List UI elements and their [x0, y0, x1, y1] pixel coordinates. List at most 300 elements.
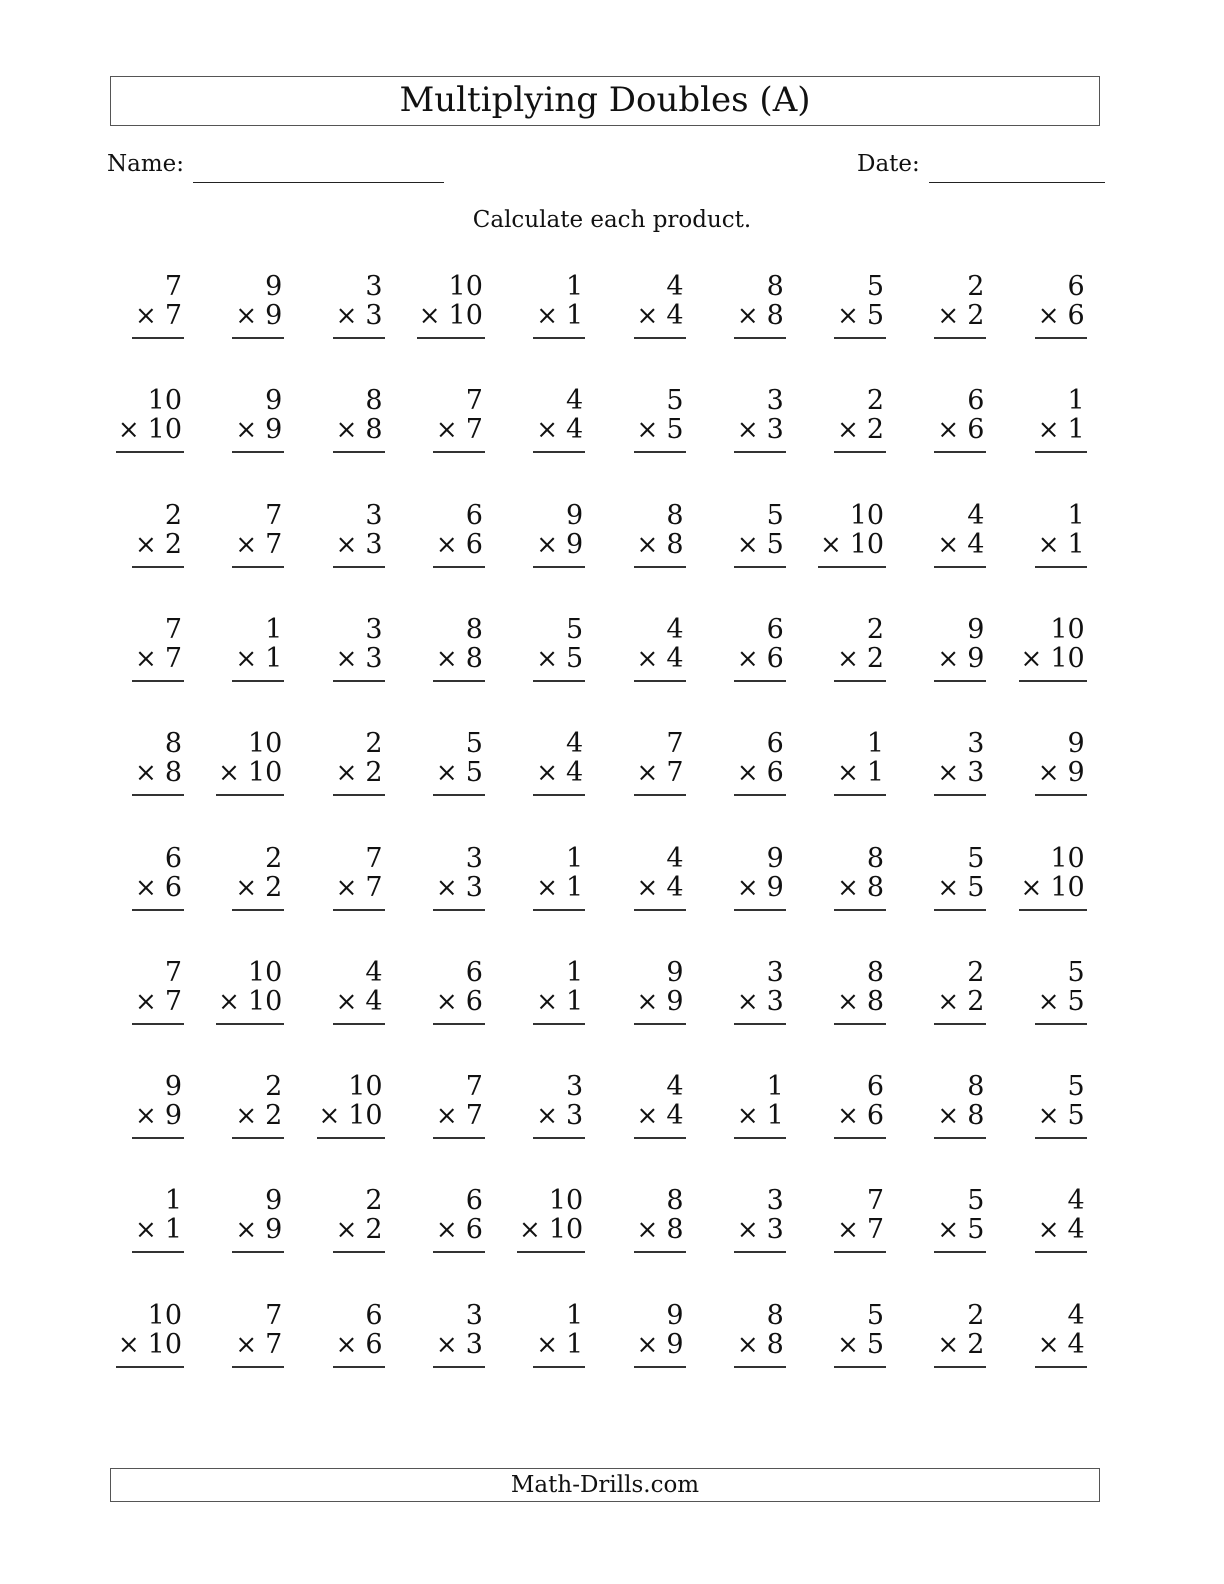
answer-line[interactable] [132, 909, 184, 911]
times-icon: × [435, 529, 458, 560]
multiplicand: 9 [265, 271, 283, 302]
multiplier [336, 987, 383, 1017]
multiplier-value: 8 [766, 1328, 784, 1360]
times-icon: × [837, 986, 859, 1017]
answer-line[interactable] [634, 1023, 686, 1025]
answer-line[interactable] [634, 451, 686, 453]
answer-line[interactable] [634, 566, 686, 568]
multiplier [937, 1215, 984, 1245]
answer-line[interactable] [132, 566, 184, 568]
problem [804, 615, 884, 685]
times-icon: × [736, 529, 759, 560]
answer-line[interactable] [1035, 451, 1087, 453]
multiplier [218, 758, 282, 788]
multiplier [235, 415, 282, 445]
multiplier-value: 2 [967, 300, 985, 331]
answer-line[interactable] [734, 1137, 786, 1139]
answer-line[interactable] [634, 680, 686, 682]
multiplier [937, 873, 984, 903]
times-icon: × [117, 1329, 140, 1360]
answer-line[interactable] [834, 337, 886, 339]
multiplicand: 4 [365, 956, 383, 988]
answer-line[interactable] [934, 680, 986, 682]
multiplicand: 7 [164, 613, 182, 645]
answer-line[interactable] [232, 566, 284, 568]
multiplier-value: 8 [866, 985, 885, 1017]
times-icon: × [435, 1215, 458, 1246]
multiplier-value: 10 [849, 528, 885, 560]
times-icon: × [736, 415, 759, 446]
multiplicand: 3 [967, 728, 985, 760]
multiplicand: 2 [365, 728, 383, 760]
multiplicand: 5 [967, 1185, 985, 1217]
answer-line[interactable] [734, 337, 786, 339]
multiplicand: 2 [164, 499, 182, 531]
instructions: Calculate each product. [472, 207, 752, 233]
multiplier [837, 644, 884, 674]
problem [503, 1186, 583, 1256]
multiplier [235, 301, 282, 331]
answer-line[interactable] [734, 566, 786, 568]
times-icon: × [1037, 1101, 1060, 1132]
answer-line[interactable] [1035, 1366, 1087, 1368]
answer-line[interactable] [934, 1137, 986, 1139]
answer-line[interactable] [1019, 909, 1087, 911]
answer-line[interactable] [834, 1137, 886, 1139]
multiplier [235, 873, 282, 903]
multiplier [637, 415, 684, 445]
problem [904, 729, 984, 799]
multiplicand: 2 [967, 271, 985, 302]
answer-line[interactable] [734, 451, 786, 453]
multiplier-value: 9 [265, 1214, 283, 1246]
answer-line[interactable] [433, 794, 485, 796]
answer-line[interactable] [734, 794, 786, 796]
problem [102, 386, 182, 456]
answer-line[interactable] [834, 680, 886, 682]
answer-line[interactable] [634, 909, 686, 911]
multiplier [1021, 644, 1085, 674]
multiplier [937, 758, 984, 788]
answer-line[interactable] [934, 794, 986, 796]
times-icon: × [536, 986, 558, 1017]
times-icon: × [937, 415, 960, 446]
problem [704, 729, 784, 799]
multiplier [737, 530, 784, 560]
answer-line[interactable] [533, 451, 585, 453]
multiplier-value: 2 [164, 528, 182, 560]
multiplicand: 7 [866, 1185, 885, 1217]
answer-line[interactable] [216, 1023, 284, 1025]
answer-line[interactable] [333, 680, 385, 682]
answer-line[interactable] [1035, 794, 1087, 796]
times-icon: × [135, 529, 157, 560]
multiplier-value: 10 [1050, 871, 1085, 903]
multiplicand: 8 [164, 728, 182, 760]
multiplier-value: 6 [164, 871, 182, 903]
multiplicand: 1 [1067, 385, 1085, 417]
multiplicand: 9 [265, 1185, 283, 1217]
multiplier-value: 6 [465, 1214, 483, 1246]
multiplier-value: 3 [465, 871, 483, 903]
problem [904, 1301, 984, 1371]
answer-line[interactable] [834, 1251, 886, 1253]
answer-line[interactable] [433, 1137, 485, 1139]
times-icon: × [736, 643, 759, 674]
problem [503, 386, 583, 456]
answer-line[interactable] [1035, 1023, 1087, 1025]
multiplier [135, 758, 182, 788]
multiplier [737, 644, 784, 674]
multiplier [235, 644, 282, 674]
multiplicand: 2 [967, 956, 985, 988]
problem [303, 1301, 383, 1371]
answer-line[interactable] [734, 1251, 786, 1253]
multiplicand: 4 [1067, 1299, 1085, 1331]
answer-line[interactable] [734, 909, 786, 911]
answer-line[interactable] [1019, 680, 1087, 682]
multiplier-value: 1 [566, 1328, 584, 1360]
answer-line[interactable] [333, 337, 385, 339]
problem [503, 272, 583, 342]
problem [804, 1072, 884, 1142]
multiplicand: 9 [164, 1071, 182, 1103]
answer-line[interactable] [734, 1023, 786, 1025]
times-icon: × [335, 1329, 358, 1360]
answer-line[interactable] [333, 1251, 385, 1253]
answer-line[interactable] [433, 566, 485, 568]
problem [303, 501, 383, 571]
multiplier-value: 2 [866, 414, 885, 446]
answer-line[interactable] [634, 337, 686, 339]
multiplier [536, 1330, 583, 1360]
multiplicand: 10 [348, 1071, 383, 1103]
multiplicand: 9 [766, 842, 784, 874]
multiplier [837, 1330, 884, 1360]
problem [604, 1072, 684, 1142]
problem [804, 958, 884, 1028]
multiplier-value: 4 [1067, 1328, 1085, 1360]
multiplier [1038, 1215, 1085, 1245]
multiplicand: 5 [566, 613, 584, 645]
multiplier-value: 10 [247, 985, 283, 1017]
answer-line[interactable] [333, 1366, 385, 1368]
multiplier-value: 1 [566, 871, 584, 903]
answer-line[interactable] [132, 794, 184, 796]
multiplicand: 5 [866, 271, 885, 302]
times-icon: × [235, 1101, 258, 1132]
problem [303, 844, 383, 914]
multiplicand: 2 [265, 1071, 283, 1103]
multiplier-value: 2 [365, 1214, 383, 1246]
answer-line[interactable] [333, 566, 385, 568]
times-icon: × [636, 872, 659, 903]
answer-line[interactable] [132, 1137, 184, 1139]
problem [403, 1186, 483, 1256]
multiplicand: 1 [1067, 499, 1085, 531]
answer-line[interactable] [533, 1023, 585, 1025]
footer-box [110, 1468, 1100, 1502]
problem [704, 386, 784, 456]
answer-line[interactable] [934, 909, 986, 911]
times-icon: × [135, 758, 157, 789]
multiplier [235, 530, 282, 560]
answer-line[interactable] [634, 1251, 686, 1253]
multiplicand: 1 [164, 1185, 182, 1217]
multiplicand: 10 [147, 385, 182, 417]
multiplier-value: 5 [1067, 985, 1085, 1017]
answer-line[interactable] [533, 1366, 585, 1368]
multiplier [737, 758, 784, 788]
multiplier-value: 1 [566, 300, 584, 331]
times-icon: × [1020, 872, 1043, 903]
problem [403, 272, 483, 342]
multiplicand: 4 [666, 842, 684, 874]
multiplier-value: 10 [348, 1100, 383, 1132]
answer-line[interactable] [934, 1023, 986, 1025]
answer-line[interactable] [834, 909, 886, 911]
times-icon: × [536, 758, 558, 789]
multiplier-value: 1 [766, 1100, 784, 1132]
answer-line[interactable] [734, 680, 786, 682]
times-icon: × [235, 415, 258, 446]
multiplicand: 3 [766, 956, 784, 988]
answer-line[interactable] [433, 1366, 485, 1368]
times-icon: × [318, 1101, 341, 1132]
answer-line[interactable] [132, 1023, 184, 1025]
multiplicand: 3 [365, 271, 383, 302]
times-icon: × [736, 301, 759, 331]
multiplier [837, 1101, 884, 1131]
name-field[interactable] [193, 182, 444, 183]
answer-line[interactable] [333, 451, 385, 453]
answer-line[interactable] [1035, 337, 1087, 339]
answer-line[interactable] [232, 909, 284, 911]
answer-line[interactable] [116, 1366, 184, 1368]
times-icon: × [937, 643, 960, 674]
multiplier [837, 987, 884, 1017]
answer-line[interactable] [1035, 1137, 1087, 1139]
multiplicand: 7 [365, 842, 383, 874]
problem [704, 1186, 784, 1256]
multiplier-value: 7 [164, 985, 182, 1017]
multiplicand: 1 [566, 1299, 584, 1331]
answer-line[interactable] [634, 1137, 686, 1139]
problem [403, 844, 483, 914]
multiplicand: 3 [365, 499, 383, 531]
answer-line[interactable] [934, 1366, 986, 1368]
multiplier [737, 1330, 784, 1360]
problem [704, 272, 784, 342]
times-icon: × [418, 301, 441, 331]
multiplier-value: 8 [666, 1214, 684, 1246]
multiplier-value: 10 [1050, 642, 1085, 674]
problem [202, 1072, 282, 1142]
times-icon: × [937, 301, 960, 331]
multiplier-value: 8 [365, 414, 383, 446]
problem [704, 844, 784, 914]
problem [804, 729, 884, 799]
multiplier-value: 5 [1067, 1100, 1085, 1132]
problem [202, 844, 282, 914]
multiplicand: 3 [365, 613, 383, 645]
answer-line[interactable] [834, 1366, 886, 1368]
times-icon: × [636, 758, 659, 789]
multiplier-value: 6 [365, 1328, 383, 1360]
multiplier-value: 6 [1067, 300, 1085, 331]
answer-line[interactable] [533, 1137, 585, 1139]
multiplier [536, 1101, 583, 1131]
answer-line[interactable] [232, 1251, 284, 1253]
multiplier [1038, 987, 1085, 1017]
answer-line[interactable] [433, 680, 485, 682]
answer-line[interactable] [132, 337, 184, 339]
multiplier-value: 10 [548, 1214, 584, 1246]
multiplicand: 3 [465, 842, 483, 874]
answer-line[interactable] [1035, 1251, 1087, 1253]
multiplicand: 6 [465, 499, 483, 531]
times-icon: × [1037, 1215, 1060, 1246]
times-icon: × [435, 1101, 458, 1132]
answer-line[interactable] [934, 337, 986, 339]
problem [1005, 501, 1085, 571]
multiplicand: 10 [147, 1299, 182, 1331]
answer-line[interactable] [216, 794, 284, 796]
answer-line[interactable] [533, 794, 585, 796]
footer-text: Math-Drills.com [510, 1472, 700, 1498]
answer-line[interactable] [333, 794, 385, 796]
multiplier [637, 1330, 684, 1360]
multiplier [737, 415, 784, 445]
multiplier [218, 987, 282, 1017]
multiplier [536, 415, 583, 445]
answer-line[interactable] [734, 1366, 786, 1368]
answer-line[interactable] [433, 1023, 485, 1025]
multiplier [820, 530, 884, 560]
answer-line[interactable] [533, 909, 585, 911]
answer-line[interactable] [634, 1366, 686, 1368]
answer-line[interactable] [533, 566, 585, 568]
answer-line[interactable] [934, 566, 986, 568]
times-icon: × [536, 1101, 558, 1132]
answer-line[interactable] [232, 451, 284, 453]
answer-line[interactable] [1035, 566, 1087, 568]
multiplier-value: 3 [365, 300, 383, 331]
answer-line[interactable] [834, 1023, 886, 1025]
answer-line[interactable] [232, 680, 284, 682]
multiplier [519, 1215, 583, 1245]
multiplier [436, 1101, 483, 1131]
times-icon: × [937, 1329, 960, 1360]
answer-line[interactable] [934, 451, 986, 453]
answer-line[interactable] [132, 1251, 184, 1253]
times-icon: × [135, 301, 157, 331]
multiplicand: 2 [365, 1185, 383, 1217]
times-icon: × [335, 301, 358, 331]
times-icon: × [1020, 643, 1043, 674]
problem [604, 729, 684, 799]
answer-line[interactable] [517, 1251, 585, 1253]
problem [403, 1301, 483, 1371]
answer-line[interactable] [333, 1023, 385, 1025]
problem [503, 958, 583, 1028]
times-icon: × [435, 415, 458, 446]
answer-line[interactable] [634, 794, 686, 796]
multiplier [235, 1101, 282, 1131]
answer-line[interactable] [433, 451, 485, 453]
worksheet-title-box [110, 76, 1100, 126]
problem [202, 729, 282, 799]
date-field[interactable] [929, 182, 1105, 183]
multiplier-value: 6 [465, 985, 483, 1017]
answer-line[interactable] [818, 566, 886, 568]
multiplicand: 7 [666, 728, 684, 760]
multiplier-value: 8 [666, 528, 684, 560]
multiplicand: 5 [1067, 956, 1085, 988]
answer-line[interactable] [433, 909, 485, 911]
problem [102, 958, 182, 1028]
multiplicand: 6 [465, 956, 483, 988]
multiplier-value: 3 [365, 528, 383, 560]
multiplicand: 7 [465, 1071, 483, 1103]
multiplicand: 6 [766, 728, 784, 760]
multiplier [1038, 301, 1085, 331]
answer-line[interactable] [232, 337, 284, 339]
answer-line[interactable] [232, 1366, 284, 1368]
problem [202, 386, 282, 456]
times-icon: × [135, 1215, 157, 1246]
answer-line[interactable] [834, 794, 886, 796]
answer-line[interactable] [333, 909, 385, 911]
problem [1005, 1186, 1085, 1256]
multiplier [637, 530, 684, 560]
problem [102, 1072, 182, 1142]
answer-line[interactable] [533, 680, 585, 682]
answer-line[interactable] [834, 451, 886, 453]
times-icon: × [536, 643, 558, 674]
multiplier-value: 1 [164, 1214, 182, 1246]
multiplier [637, 873, 684, 903]
times-icon: × [937, 529, 960, 560]
answer-line[interactable] [417, 337, 485, 339]
multiplier-value: 8 [164, 757, 182, 789]
answer-line[interactable] [232, 1137, 284, 1139]
answer-line[interactable] [533, 337, 585, 339]
multiplicand: 6 [164, 842, 182, 874]
problem [704, 501, 784, 571]
multiplier [336, 301, 383, 331]
answer-line[interactable] [934, 1251, 986, 1253]
multiplier-value: 3 [465, 1328, 483, 1360]
date-label: Date: [857, 151, 920, 177]
multiplier [737, 1215, 784, 1245]
problem [804, 844, 884, 914]
answer-line[interactable] [317, 1137, 385, 1139]
multiplier [1021, 873, 1085, 903]
answer-line[interactable] [433, 1251, 485, 1253]
problem [704, 615, 784, 685]
answer-line[interactable] [132, 680, 184, 682]
multiplier [937, 1101, 984, 1131]
problem [604, 272, 684, 342]
multiplier [318, 1101, 382, 1131]
multiplier [235, 1330, 282, 1360]
multiplier-value: 4 [967, 528, 985, 560]
times-icon: × [218, 758, 240, 789]
answer-line[interactable] [116, 451, 184, 453]
problem [604, 501, 684, 571]
times-icon: × [819, 529, 842, 560]
